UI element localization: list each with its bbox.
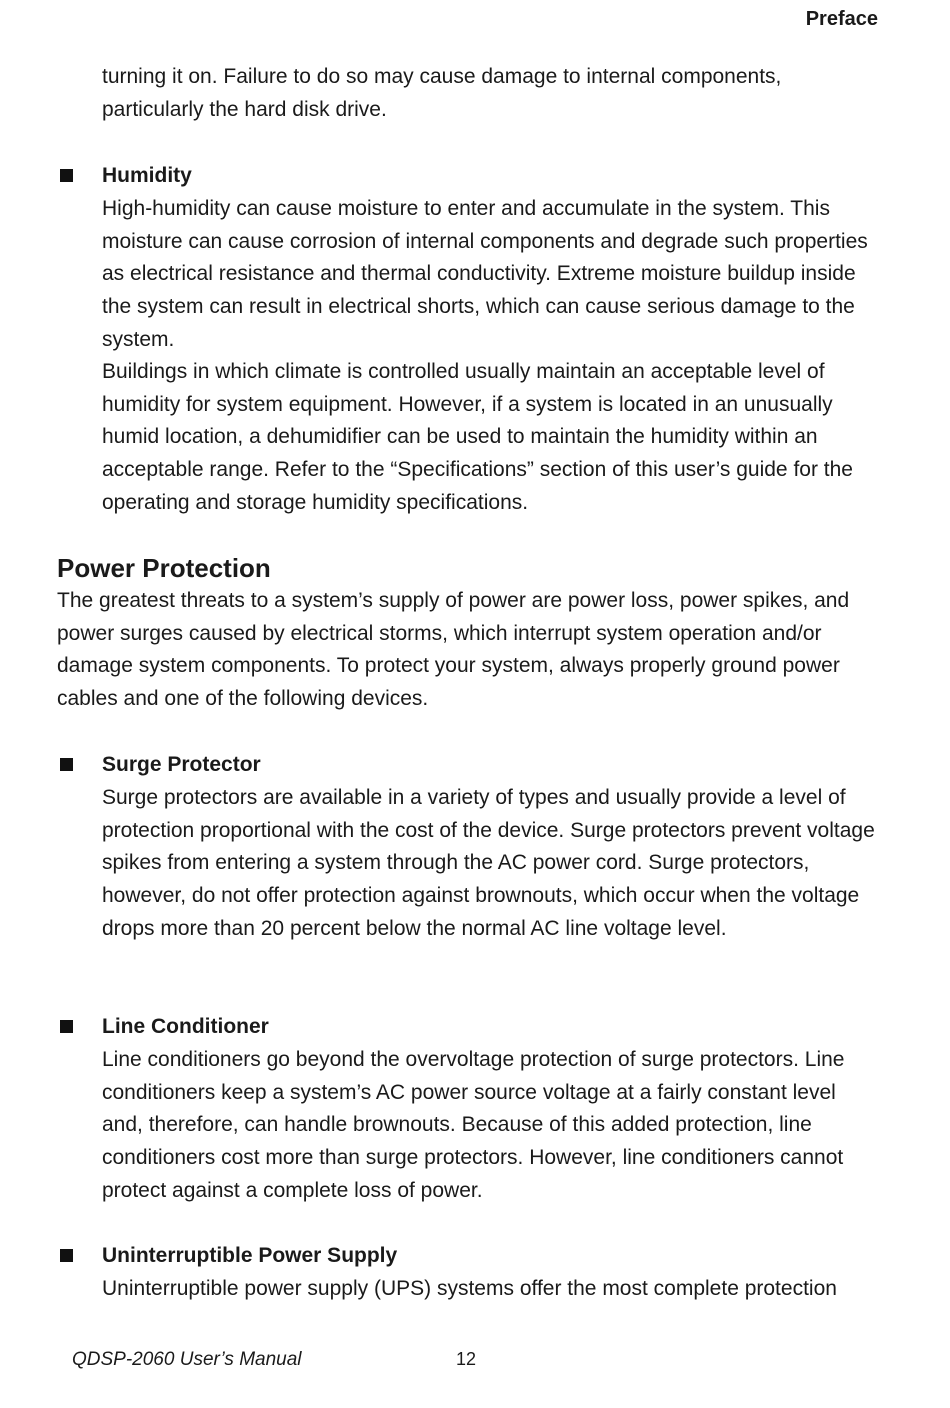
page-header-title: Preface (805, 8, 878, 30)
surge-protector-bullet-icon (60, 758, 73, 771)
ups-heading: Uninterruptible Power Supply (102, 1244, 398, 1267)
humidity-paragraph-2: Buildings in which climate is controlled usually maintain an acceptable level of humidity for system equipment. However, if a system is located in an unusually humid location, a dehumidifier can be used to maintain the humidity within an acceptable range. Refer to the “Specifications” section of this user’s guide for the operating and storage humidity specifications. (102, 360, 853, 514)
surge-protector-heading: Surge Protector (102, 753, 261, 776)
footer-manual-title: QDSP-2060 User’s Manual (72, 1349, 302, 1370)
line-conditioner-heading: Line Conditioner (102, 1015, 269, 1038)
footer-page-number: 12 (456, 1349, 477, 1369)
intro-continuation-text: turning it on. Failure to do so may cause damage to internal components, particularly the hard disk drive. (102, 65, 782, 121)
line-conditioner-bullet-icon (60, 1020, 73, 1033)
ups-bullet-icon (60, 1249, 73, 1262)
surge-protector-paragraph: Surge protectors are available in a variety of types and usually provide a level of protection proportional with the cost of the device. Surge protectors prevent voltage spikes from entering a system through the AC power cord. Surge protectors, however, do not offer protection against brownouts, which occur when the voltage drops more than 20 percent below the normal AC line voltage level. (102, 786, 875, 940)
humidity-bullet-icon (60, 169, 73, 182)
power-protection-heading: Power Protection (57, 553, 271, 583)
ups-paragraph: Uninterruptible power supply (UPS) systems offer the most complete protection (102, 1277, 837, 1300)
humidity-heading: Humidity (102, 164, 192, 187)
humidity-paragraph-1: High-humidity can cause moisture to enter and accumulate in the system. This moisture can cause corrosion of internal components and degrade such properties as electrical resistance and thermal conductivity. Extreme moisture buildup inside the system can result in electrical shorts, which can cause serious damage to the system. (102, 197, 868, 351)
power-protection-paragraph: The greatest threats to a system’s supply of power are power loss, power spikes, and power surges caused by electrical storms, which interrupt system operation and/or damage system components. To protect your system, always properly ground power cables and one of the following devices. (57, 589, 850, 711)
line-conditioner-paragraph: Line conditioners go beyond the overvoltage protection of surge protectors. Line conditioners keep a system’s AC power source voltage at a fairly constant level and, therefore, can handle brownouts. Because of this added protection, line conditioners cost more than surge protectors. However, line conditioners cannot protect against a complete loss of power. (102, 1048, 845, 1202)
